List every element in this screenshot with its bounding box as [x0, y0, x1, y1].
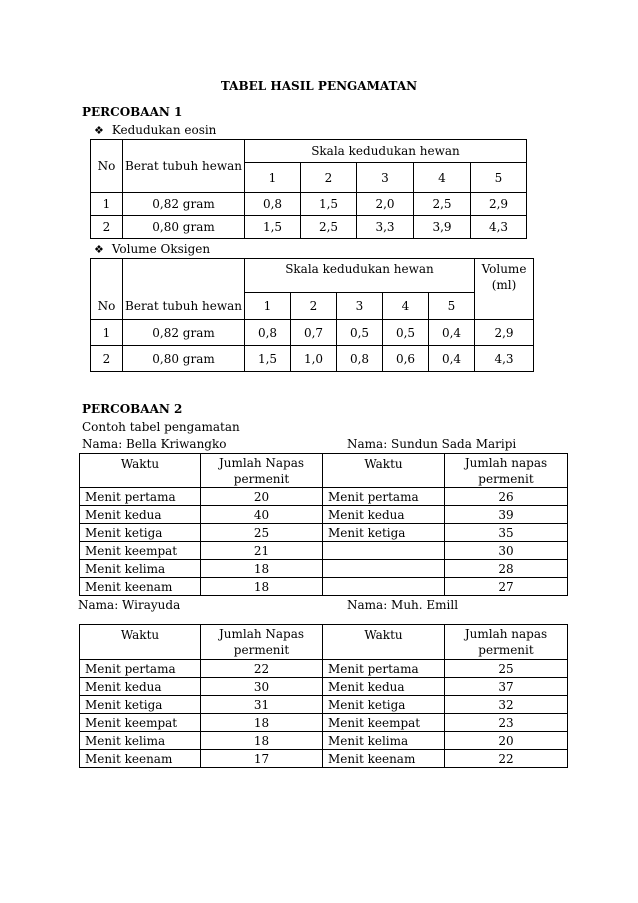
- diamond-bullet-icon: ❖: [94, 124, 104, 137]
- cell: Menit keempat: [323, 714, 445, 732]
- cell: 28: [445, 560, 568, 578]
- cell: Menit kedua: [323, 678, 445, 696]
- header-waktu: Waktu: [323, 454, 445, 488]
- cell: 0,8: [245, 193, 301, 216]
- header-line: permenit: [233, 471, 290, 486]
- table-row: [80, 542, 568, 560]
- cell: 18: [201, 560, 323, 578]
- oksigen-caption-text: Volume Oksigen: [111, 242, 211, 256]
- cell: Menit keempat: [80, 714, 201, 732]
- cell: 30: [445, 542, 568, 560]
- volume-unit: (ml): [491, 278, 517, 292]
- cell: Menit ketiga: [323, 524, 445, 542]
- cell: 3,9: [414, 216, 471, 239]
- table-row: [80, 560, 568, 578]
- cell: [323, 578, 445, 596]
- eosin-table: [90, 139, 527, 239]
- cell: 2,9: [475, 320, 534, 346]
- percobaan-2-heading: PERCOBAAN 2: [82, 402, 183, 416]
- cell: 21: [201, 542, 323, 560]
- cell: 0,82 gram: [123, 320, 245, 346]
- header-jumlah-napas: [201, 625, 323, 660]
- cell: Menit pertama: [80, 488, 201, 506]
- eosin-caption-text: Kedudukan eosin: [111, 123, 217, 137]
- cell: 0,80 gram: [123, 216, 245, 239]
- cell: Menit keenam: [80, 578, 201, 596]
- cell: 17: [201, 750, 323, 768]
- oksigen-caption: [94, 242, 210, 256]
- cell: 25: [445, 660, 568, 678]
- cell: 0,4: [429, 346, 475, 372]
- oksigen-header-no: No: [91, 259, 123, 320]
- cell: 18: [201, 578, 323, 596]
- cell: Menit ketiga: [323, 696, 445, 714]
- cell: Menit pertama: [323, 660, 445, 678]
- cell: Menit keenam: [323, 750, 445, 768]
- cell: 31: [201, 696, 323, 714]
- contoh-label: Contoh tabel pengamatan: [82, 420, 240, 434]
- name-emill: Nama: Muh. Emill: [347, 598, 459, 612]
- cell: 2: [91, 216, 123, 239]
- oksigen-header-volume: [475, 259, 534, 320]
- oksigen-col-header: 4: [383, 293, 429, 320]
- table-row: [91, 346, 534, 372]
- cell: Menit ketiga: [80, 696, 201, 714]
- cell: Menit ketiga: [80, 524, 201, 542]
- eosin-col-header: 1: [245, 163, 301, 193]
- cell: 1,5: [245, 346, 291, 372]
- volume-label: Volume: [481, 262, 527, 276]
- table-row: [80, 506, 568, 524]
- header-jumlah-napas: [201, 454, 323, 488]
- name-sundun: Nama: Sundun Sada Maripi: [347, 437, 517, 451]
- cell: 20: [201, 488, 323, 506]
- cell: 22: [201, 660, 323, 678]
- table-row: [91, 193, 527, 216]
- cell: 1: [91, 193, 123, 216]
- table-row: [80, 660, 568, 678]
- cell: Menit pertama: [80, 660, 201, 678]
- eosin-col-header: 2: [301, 163, 357, 193]
- cell: 32: [445, 696, 568, 714]
- percobaan-1-heading: PERCOBAAN 1: [82, 105, 183, 119]
- cell: 18: [201, 714, 323, 732]
- eosin-col-header: 4: [414, 163, 471, 193]
- header-line: permenit: [478, 643, 534, 657]
- eosin-caption: [94, 123, 216, 137]
- table-row: [80, 714, 568, 732]
- table-row: [80, 488, 568, 506]
- oksigen-col-header: 3: [337, 293, 383, 320]
- cell: 1,0: [291, 346, 337, 372]
- cell: [323, 542, 445, 560]
- name-bella: Nama: Bella Kriwangko: [82, 437, 227, 451]
- eosin-col-header: 5: [471, 163, 527, 193]
- cell: 0,4: [429, 320, 475, 346]
- oksigen-table: [90, 258, 534, 372]
- cell: 0,5: [337, 320, 383, 346]
- header-jumlah-napas: [445, 625, 568, 660]
- cell: 4,3: [475, 346, 534, 372]
- oksigen-col-header: 2: [291, 293, 337, 320]
- cell: Menit pertama: [323, 488, 445, 506]
- cell: Menit kelima: [80, 732, 201, 750]
- table-row: [80, 524, 568, 542]
- cell: 3,3: [357, 216, 414, 239]
- cell: Menit keenam: [80, 750, 201, 768]
- header-line: Jumlah napas: [464, 455, 548, 470]
- page-title: TABEL HASIL PENGAMATAN: [220, 79, 418, 93]
- cell: 40: [201, 506, 323, 524]
- cell: [323, 560, 445, 578]
- cell: 2,5: [301, 216, 357, 239]
- oksigen-col-header: 1: [245, 293, 291, 320]
- cell: 26: [445, 488, 568, 506]
- cell: Menit kedua: [323, 506, 445, 524]
- cell: 2,9: [471, 193, 527, 216]
- cell: 39: [445, 506, 568, 524]
- cell: Menit kedua: [80, 506, 201, 524]
- cell: Menit kelima: [80, 560, 201, 578]
- cell: 1,5: [301, 193, 357, 216]
- header-waktu: Waktu: [80, 625, 201, 660]
- cell: 4,3: [471, 216, 527, 239]
- cell: 25: [201, 524, 323, 542]
- cell: 37: [445, 678, 568, 696]
- header-line: Jumlah Napas: [218, 455, 305, 470]
- cell: 22: [445, 750, 568, 768]
- header-line: permenit: [233, 643, 290, 657]
- cell: 18: [201, 732, 323, 750]
- cell: 0,80 gram: [123, 346, 245, 372]
- eosin-header-skala: Skala kedudukan hewan: [245, 140, 527, 163]
- oksigen-header-skala: Skala kedudukan hewan: [245, 259, 475, 293]
- cell: 23: [445, 714, 568, 732]
- diamond-bullet-icon: ❖: [94, 243, 104, 256]
- cell: 27: [445, 578, 568, 596]
- oksigen-col-header: 5: [429, 293, 475, 320]
- cell: 2,5: [414, 193, 471, 216]
- napas-table-1: [79, 453, 568, 596]
- name-wirayuda: Nama: Wirayuda: [78, 598, 181, 612]
- table-row: [80, 750, 568, 768]
- napas-table-2: [79, 624, 568, 768]
- table-row: [80, 678, 568, 696]
- header-line: permenit: [478, 471, 534, 486]
- header-waktu: Waktu: [323, 625, 445, 660]
- header-jumlah-napas: [445, 454, 568, 488]
- cell: 0,8: [337, 346, 383, 372]
- table-row: [80, 696, 568, 714]
- oksigen-header-berat: Berat tubuh hewan: [123, 259, 245, 320]
- cell: 2,0: [357, 193, 414, 216]
- cell: 0,7: [291, 320, 337, 346]
- cell: 0,8: [245, 320, 291, 346]
- cell: 35: [445, 524, 568, 542]
- table-row: [80, 578, 568, 596]
- cell: 0,82 gram: [123, 193, 245, 216]
- table-row: [91, 320, 534, 346]
- eosin-col-header: 3: [357, 163, 414, 193]
- cell: 20: [445, 732, 568, 750]
- header-line: Jumlah Napas: [218, 627, 305, 641]
- header-waktu: Waktu: [80, 454, 201, 488]
- cell: 0,5: [383, 320, 429, 346]
- eosin-header-berat: Berat tubuh hewan: [123, 140, 245, 193]
- table-row: [80, 732, 568, 750]
- eosin-header-no: No: [91, 140, 123, 193]
- cell: 30: [201, 678, 323, 696]
- cell: 1,5: [245, 216, 301, 239]
- cell: 1: [91, 320, 123, 346]
- cell: 2: [91, 346, 123, 372]
- cell: Menit kedua: [80, 678, 201, 696]
- table-row: [91, 216, 527, 239]
- cell: Menit kelima: [323, 732, 445, 750]
- header-line: Jumlah napas: [464, 627, 548, 641]
- cell: Menit keempat: [80, 542, 201, 560]
- cell: 0,6: [383, 346, 429, 372]
